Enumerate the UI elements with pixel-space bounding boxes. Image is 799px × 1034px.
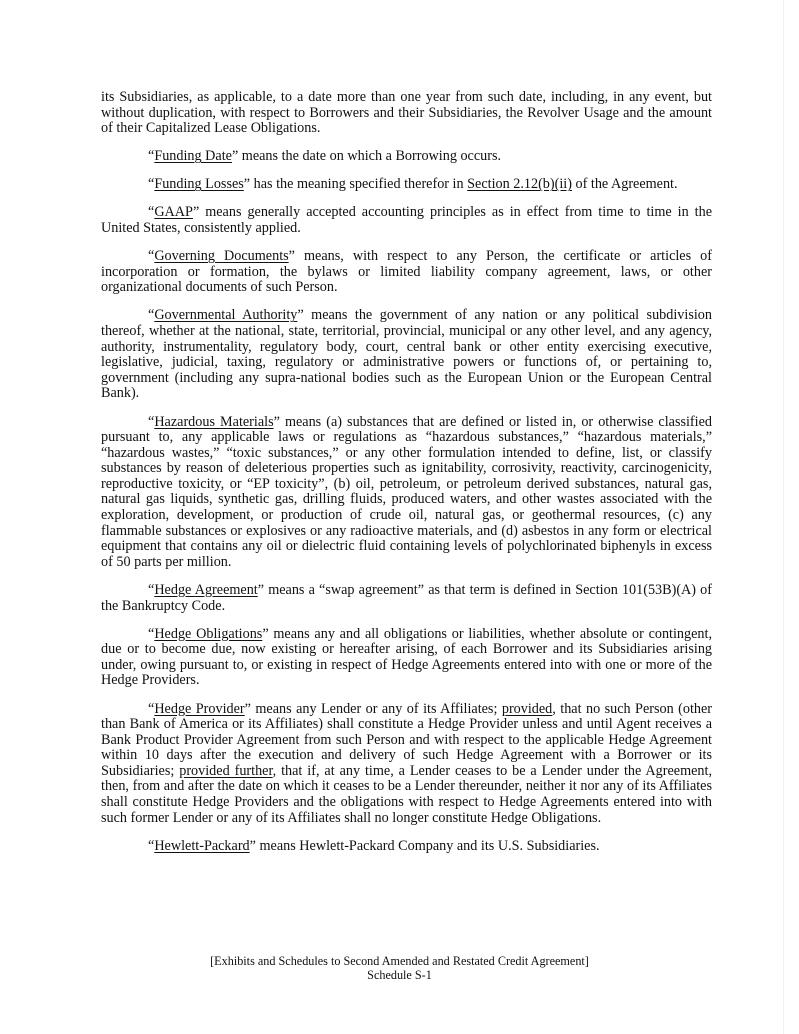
definition-governmental-authority [101,308,712,402]
defined-term: Funding Date [154,148,232,165]
defined-term: Governmental Authority [154,307,298,324]
definition-text: ” means Hewlett-Packard Company and its U.S. Subsidiaries. [249,837,600,854]
open-quote: “ [148,176,155,193]
definition-text: ” means any and all obligations or liabilities, whether absolute or contingent, due or to become due, now existing or hereafter arising, of each Borrower and its Subsidiaries arising under, owing pursuant to, or existing in respect of Hedge Agreements entered into with one or more of the Hedge Providers. [101,625,713,689]
footer-title: [Exhibits and Schedules to Second Amended and Restated Credit Agreement] [210,954,589,968]
open-quote: “ [148,148,155,165]
open-quote: “ [148,248,155,265]
page-footer [0,954,799,982]
definition-hewlett-packard [101,839,712,855]
open-quote: “ [148,204,155,221]
definition-funding-date [101,149,712,165]
definition-text: of the Agreement. [571,176,678,193]
provided-term: provided [501,700,553,717]
defined-term: Hedge Obligations [154,625,263,642]
defined-term: Hedge Provider [154,700,245,717]
definition-text: , that no such Person (other than Bank of America or its Affiliates) shall constitute a Hedge Provider unless and until Agent receives a Bank Product Provider Agreement from such Person and with respect to the applicable Hedge Agreement within 10 days after the execution and delivery of such Hedge Agreement with a Borrower or its Subsidiaries; [101,700,713,779]
provided-further-term: provided further [179,762,273,779]
open-quote: “ [148,307,155,324]
document-page [101,90,712,867]
open-quote: “ [148,700,155,717]
defined-term: Funding Losses [154,176,244,193]
open-quote: “ [148,413,155,430]
open-quote: “ [148,625,155,642]
defined-term: Hewlett-Packard [154,837,250,854]
defined-term: Governing Documents [154,248,289,265]
definition-hazardous-materials [101,415,712,571]
definition-governing-documents [101,249,712,296]
definition-hedge-agreement [101,583,712,614]
defined-term: GAAP [154,204,193,221]
page-edge [783,0,784,1034]
definition-text: , that if, at any time, a Lender ceases to be a Lender under the Agreement, then, from and after the date on which it ceases to be a Lender thereunder, neither it nor any of its Affiliates shall constitute Hedge Providers and the obligations with respect to Hedge Agreements entered into with such former Lender or any of its Affiliates shall no longer constitute Hedge Obligations. [101,762,712,826]
defined-term: Hedge Agreement [154,581,258,598]
definition-text: ” means a “swap agreement” as that term is defined in Section 101(53B)(A) of the Bankruptcy Code. [101,581,713,614]
definition-text: ” means (a) substances that are defined or listed in, or otherwise classified pursuant to, any applicable laws or regulations as “hazardous substances,” “hazardous materials,” “hazardous wastes,” “toxic substances,” or any other formulation intended to define, list, or classify substances by reason of deleterious properties such as ignitability, corrosivity, reactivity, carcinogenicity, reproductive toxicity, or “EP toxicity”, (b) oil, petroleum, or petroleum derived substances, natural gas, natural gas liquids, synthetic gas, drilling fluids, produced waters, and other wastes associated with the exploration, development, or production of crude oil, natural gas, or geothermal resources, (c) any flammable substances or explosives or any radioactive materials, and (d) asbestos in any form or electrical equipment that contains any oil or dielectric fluid containing levels of polychlorinated biphenyls in excess of 50 parts per million. [101,413,712,570]
open-quote: “ [148,837,155,854]
definition-text: ” means the government of any nation or any political subdivision thereof, whether at the national, state, territorial, provincial, municipal or any other level, and any agency, authority, instrumentality, regulatory body, court, central bank or other entity exercising executive, legislative, judicial, taxing, regulatory or administrative powers or functions of, or pertaining to, government (including any supra-national bodies such as the European Union or the European Central Bank). [101,307,712,402]
definition-gaap [101,205,712,236]
defined-term: Hazardous Materials [154,413,274,430]
footer-schedule-number: Schedule S-1 [367,968,432,982]
definition-text: ” means, with respect to any Person, the certificate or articles of incorporation or formation, the bylaws or limited liability company agreement, laws, or other organizational documents of such Person. [101,248,712,296]
open-quote: “ [148,581,155,598]
continuation-paragraph: its Subsidiaries, as applicable, to a date more than one year from such date, including, in any event, but without duplication, with respect to Borrowers and their Subsidiaries, the Revolver Usage and the amount of their Capitalized Lease Obligations. [101,89,712,137]
definition-hedge-provider [101,702,712,827]
definition-hedge-obligations [101,627,712,689]
definition-text: ” has the meaning specified therefor in [243,176,468,193]
definition-text: ” means any Lender or any of its Affiliates; [244,700,502,717]
section-reference: Section 2.12(b)(ii) [467,176,572,193]
definition-funding-losses [101,177,712,193]
definition-text: ” means generally accepted accounting principles as in effect from time to time in the United States, consistently applied. [101,204,712,237]
definition-text: ” means the date on which a Borrowing occurs. [231,148,502,165]
